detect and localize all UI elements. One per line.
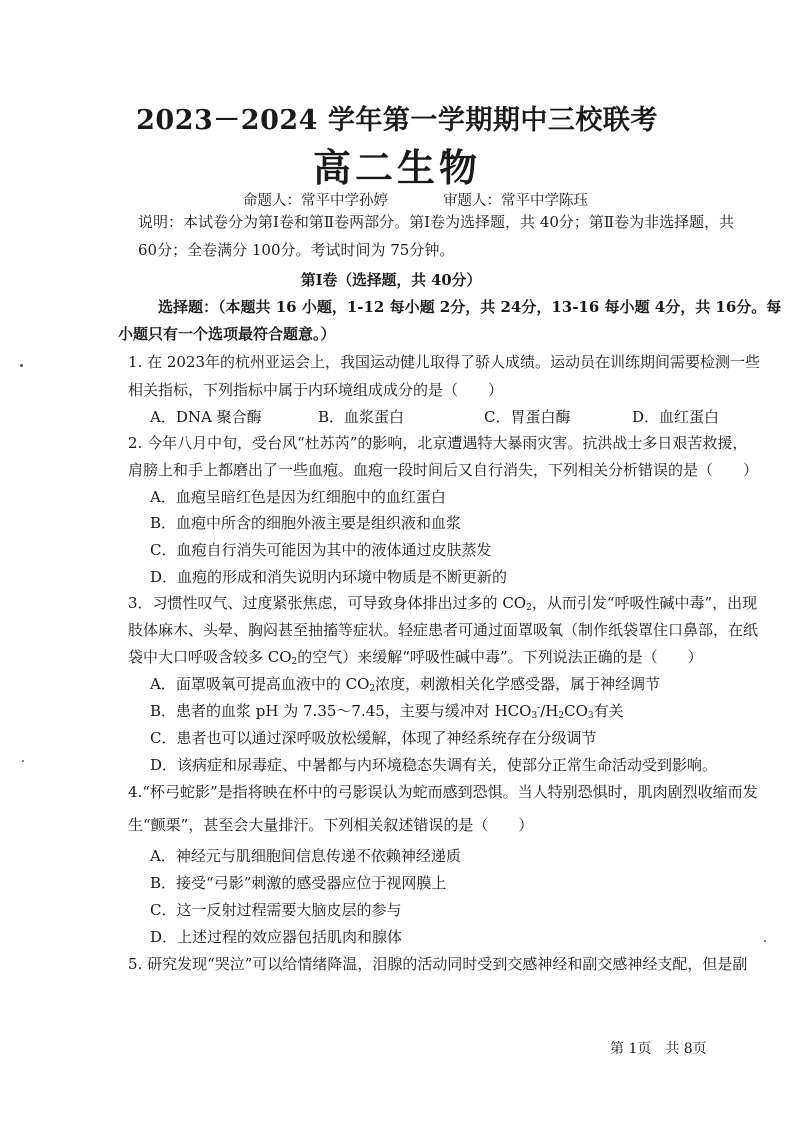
question-1-line-2: 相关指标，下列指标中属于内环境组成成分的是（ ） [128,381,504,399]
question-5-line-1: 5. 研究发现“哭泣”可以给情绪降温，泪腺的活动同时受到交感神经和副交感神经支配，但是副 [128,955,748,973]
question-4-line-1: 4.“杯弓蛇影”是指将映在杯中的弓影误认为蛇而感到恐惧。当人特别恐惧时，肌肉剧烈收缩而发 [128,783,758,801]
question-4-option-b: B．接受“弓影”刺激的感受器应位于视网膜上 [150,874,447,892]
question-2-option-c: C．血疱自行消失可能因为其中的液体通过皮肤蒸发 [150,541,492,559]
question-1-line-1: 1. 在 2023年的杭州亚运会上，我国运动健儿取得了骄人成绩。运动员在训练期间需要检测一些 [128,353,761,371]
question-3-line-2: 肢体麻木、头晕、胸闷甚至抽搐等症状。轻症患者可通过面罩吸氧（制作纸袋罩住口鼻部，在纸 [128,621,759,639]
question-3-line-3: 袋中大口呼吸含较多 $CO_2$的空气）来缓解“呼吸性碱中毒”。下列说法正确的是（ ） [128,648,703,667]
question-3-option-a: A．面罩吸氧可提高血液中的 $CO_2$浓度，刺激相关化学感受器，属于神经调节 [150,675,661,694]
exam-title: 2023－2024 学年第一学期期中三校联考 [136,105,658,136]
section-note-line-1: 选择题：（本题共 16 小题，1-12 每小题 2分，共 24分，13-16 每小题 4分，共 16分。每 [158,298,782,316]
question-3-option-d: D．该病症和尿毒症、中暑都与内环境稳态失调有关，使部分正常生命活动受到影响。 [150,756,718,774]
section-note-line-2: 小题只有一个选项最符合题意。） [118,325,336,343]
question-3-option-c: C．患者也可以通过深呼吸放松缓解，体现了神经系统存在分级调节 [150,729,597,747]
question-4-line-2: 生“颤栗”，甚至会大量排汗。下列相关叙述错误的是（ ） [128,816,534,834]
question-2-option-d: D．血疱的形成和消失说明内环境中物质是不断更新的 [150,568,508,586]
question-1-option-b: B．血浆蛋白 [318,408,405,426]
scan-speck [764,940,766,942]
page-number: 第 1页 共 8页 [610,1041,707,1057]
section-title: 第Ⅰ卷（选择题，共 40分） [300,271,482,289]
question-2-option-a: A．血疱呈暗红色是因为红细胞中的血红蛋白 [150,488,446,506]
question-2-option-b: B．血疱中所含的细胞外液主要是组织液和血浆 [150,514,462,532]
question-1-option-c: C．胃蛋白酶 [484,408,571,426]
scan-speck [22,760,24,762]
question-2-line-1: 2. 今年八月中旬，受台风“杜苏芮”的影响，北京遭遇特大暴雨灾害。抗洪战士多日艰苦救援， [128,434,748,452]
subject-title: 高二生物 [312,145,481,190]
question-3-option-b: B．患者的血浆 pH 为 7.35～7.45，主要与缓冲对 $HCO_3^-/H_2CO_3$有关 [150,702,624,721]
instructions-line-1: 说明：本试卷分为第Ⅰ卷和第Ⅱ卷两部分。第Ⅰ卷为选择题，共 40分；第Ⅱ卷为非选择题，共 [138,213,735,231]
question-3-line-1: 3．习惯性叹气、过度紧张焦虑，可导致身体排出过多的 $CO_2$，从而引发“呼吸性碱中毒”，出现 [128,594,758,613]
question-1-option-a: A．DNA 聚合酶 [150,408,262,426]
reviewer: 审题人：常平中学陈珏 [443,193,588,209]
question-4-option-a: A．神经元与肌细胞间信息传递不依赖神经递质 [150,847,461,865]
question-1-option-d: D．血红蛋白 [632,408,720,426]
question-4-option-d: D．上述过程的效应器包括肌肉和腺体 [150,928,403,946]
proposer: 命题人：常平中学孙婷 [243,193,388,209]
scan-speck [20,364,23,367]
question-4-option-c: C．这一反射过程需要大脑皮层的参与 [150,901,402,919]
instructions-line-2: 60分；全卷满分 100分。考试时间为 75分钟。 [138,241,455,259]
question-2-line-2: 肩膀上和手上都磨出了一些血疱。血疱一段时间后又自行消失，下列相关分析错误的是（ ） [128,461,759,479]
